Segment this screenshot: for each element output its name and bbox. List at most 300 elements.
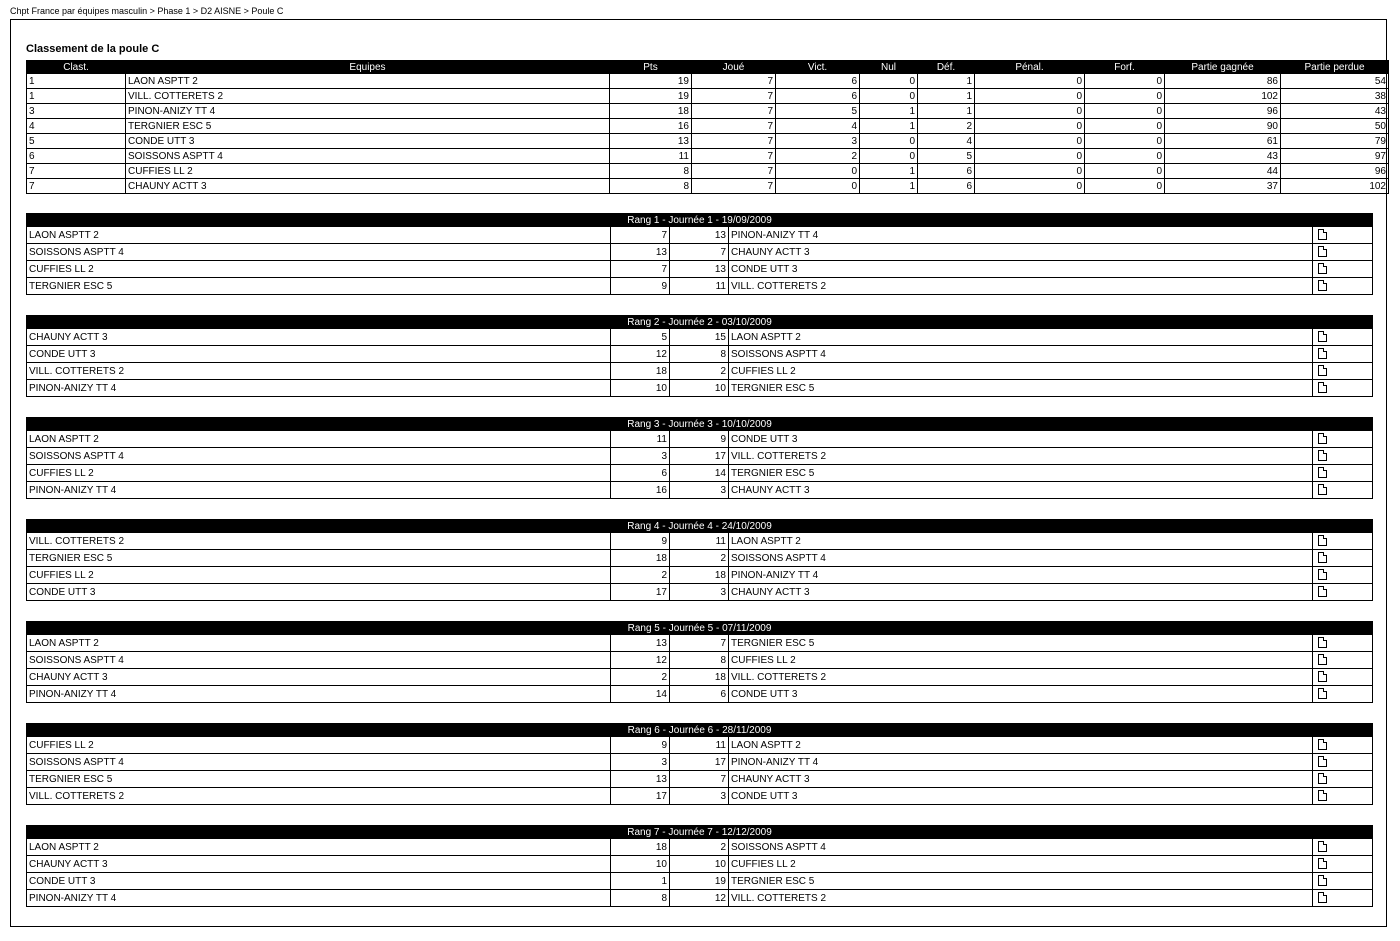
stat-cell: 19: [610, 74, 692, 89]
stat-cell: 3: [776, 134, 860, 149]
away-team[interactable]: CHAUNY ACTT 3: [729, 244, 1313, 261]
standings-row: [27, 164, 1389, 179]
match-sheet-cell[interactable]: [1313, 380, 1373, 397]
stat-cell: 1: [918, 104, 975, 119]
match-sheet-cell[interactable]: [1313, 856, 1373, 873]
away-score: 9: [670, 431, 729, 448]
stat-cell: 0: [975, 134, 1085, 149]
document-icon[interactable]: [1318, 892, 1327, 903]
home-team[interactable]: CUFFIES LL 2: [27, 737, 611, 754]
away-team[interactable]: CONDE UTT 3: [729, 686, 1313, 703]
away-team[interactable]: CONDE UTT 3: [729, 261, 1313, 278]
stat-cell: 0: [1085, 149, 1165, 164]
match-sheet-cell[interactable]: [1313, 567, 1373, 584]
standings-col-header: Equipes: [126, 61, 610, 74]
round-table: [26, 417, 1373, 499]
home-team[interactable]: CONDE UTT 3: [27, 584, 611, 601]
away-team[interactable]: VILL. COTTERETS 2: [729, 890, 1313, 907]
home-score: 10: [611, 856, 670, 873]
away-score: 10: [670, 380, 729, 397]
standings-row: [27, 149, 1389, 164]
stat-cell: 7: [692, 74, 776, 89]
stat-cell: 96: [1281, 164, 1389, 179]
match-sheet-cell[interactable]: [1313, 227, 1373, 244]
stat-cell: 0: [975, 74, 1085, 89]
stat-cell: 16: [610, 119, 692, 134]
away-score: 11: [670, 533, 729, 550]
match-sheet-cell[interactable]: [1313, 584, 1373, 601]
document-icon[interactable]: [1318, 637, 1327, 648]
stat-cell: 13: [610, 134, 692, 149]
match-row: [27, 890, 1373, 907]
team-name[interactable]: CUFFIES LL 2: [126, 164, 610, 179]
match-row: [27, 346, 1373, 363]
stat-cell: 2: [918, 119, 975, 134]
standings-col-header: Déf.: [918, 61, 975, 74]
match-sheet-cell[interactable]: [1313, 652, 1373, 669]
round-header: Rang 5 - Journée 5 - 07/11/2009: [27, 622, 1373, 635]
document-icon[interactable]: [1318, 246, 1327, 257]
match-row: [27, 431, 1373, 448]
stat-cell: 54: [1281, 74, 1389, 89]
stat-cell: 7: [692, 119, 776, 134]
match-row: [27, 244, 1373, 261]
match-row: [27, 737, 1373, 754]
home-score: 5: [611, 329, 670, 346]
round-header: Rang 4 - Journée 4 - 24/10/2009: [27, 520, 1373, 533]
away-score: 8: [670, 652, 729, 669]
document-icon[interactable]: [1318, 756, 1327, 767]
match-row: [27, 839, 1373, 856]
home-team[interactable]: CUFFIES LL 2: [27, 567, 611, 584]
document-icon[interactable]: [1318, 484, 1327, 495]
away-score: 11: [670, 737, 729, 754]
away-score: 19: [670, 873, 729, 890]
stat-cell: 1: [860, 179, 918, 194]
away-team[interactable]: LAON ASPTT 2: [729, 533, 1313, 550]
home-score: 3: [611, 448, 670, 465]
away-score: 7: [670, 635, 729, 652]
home-score: 18: [611, 550, 670, 567]
home-team[interactable]: PINON-ANIZY TT 4: [27, 890, 611, 907]
stat-cell: 102: [1281, 179, 1389, 194]
home-score: 7: [611, 261, 670, 278]
document-icon[interactable]: [1318, 433, 1327, 444]
round-header: Rang 3 - Journée 3 - 10/10/2009: [27, 418, 1373, 431]
home-team[interactable]: CUFFIES LL 2: [27, 465, 611, 482]
home-score: 6: [611, 465, 670, 482]
standings-table: [26, 60, 1389, 194]
home-score: 7: [611, 227, 670, 244]
document-icon[interactable]: [1318, 790, 1327, 801]
stat-cell: 1: [918, 74, 975, 89]
home-team[interactable]: TERGNIER ESC 5: [27, 278, 611, 295]
stat-cell: 61: [1165, 134, 1281, 149]
match-sheet-cell[interactable]: [1313, 363, 1373, 380]
away-team[interactable]: VILL. COTTERETS 2: [729, 448, 1313, 465]
home-team[interactable]: CHAUNY ACTT 3: [27, 329, 611, 346]
home-score: 13: [611, 244, 670, 261]
match-sheet-cell[interactable]: [1313, 788, 1373, 805]
stat-cell: 43: [1281, 104, 1389, 119]
away-team[interactable]: LAON ASPTT 2: [729, 737, 1313, 754]
home-team[interactable]: CONDE UTT 3: [27, 346, 611, 363]
stat-cell: 0: [1085, 179, 1165, 194]
away-team[interactable]: TERGNIER ESC 5: [729, 465, 1313, 482]
stat-cell: 5: [918, 149, 975, 164]
away-team[interactable]: CHAUNY ACTT 3: [729, 482, 1313, 499]
stat-cell: 6: [918, 164, 975, 179]
home-score: 3: [611, 754, 670, 771]
away-score: 2: [670, 363, 729, 380]
match-sheet-cell[interactable]: [1313, 482, 1373, 499]
away-team[interactable]: VILL. COTTERETS 2: [729, 278, 1313, 295]
document-icon[interactable]: [1318, 569, 1327, 580]
home-score: 14: [611, 686, 670, 703]
stat-cell: 1: [860, 119, 918, 134]
match-sheet-cell[interactable]: [1313, 771, 1373, 788]
away-score: 3: [670, 788, 729, 805]
stat-cell: 0: [1085, 104, 1165, 119]
stat-cell: 7: [692, 149, 776, 164]
document-icon[interactable]: [1318, 654, 1327, 665]
match-row: [27, 771, 1373, 788]
document-icon[interactable]: [1318, 382, 1327, 393]
rank-cell: 6: [27, 149, 126, 164]
away-team[interactable]: TERGNIER ESC 5: [729, 380, 1313, 397]
standings-row: [27, 119, 1389, 134]
match-row: [27, 686, 1373, 703]
match-row: [27, 754, 1373, 771]
document-icon[interactable]: [1318, 552, 1327, 563]
match-row: [27, 550, 1373, 567]
match-sheet-cell[interactable]: [1313, 550, 1373, 567]
match-row: [27, 278, 1373, 295]
stat-cell: 2: [776, 149, 860, 164]
home-team[interactable]: VILL. COTTERETS 2: [27, 788, 611, 805]
standings-col-header: Vict.: [776, 61, 860, 74]
home-score: 17: [611, 788, 670, 805]
match-row: [27, 261, 1373, 278]
home-team[interactable]: PINON-ANIZY TT 4: [27, 686, 611, 703]
document-icon[interactable]: [1318, 280, 1327, 291]
document-icon[interactable]: [1318, 450, 1327, 461]
away-team[interactable]: LAON ASPTT 2: [729, 329, 1313, 346]
match-row: [27, 482, 1373, 499]
match-sheet-cell[interactable]: [1313, 669, 1373, 686]
match-sheet-cell[interactable]: [1313, 686, 1373, 703]
stat-cell: 0: [975, 164, 1085, 179]
home-score: 9: [611, 533, 670, 550]
away-score: 13: [670, 227, 729, 244]
home-team[interactable]: PINON-ANIZY TT 4: [27, 482, 611, 499]
team-name[interactable]: PINON-ANIZY TT 4: [126, 104, 610, 119]
team-name[interactable]: CHAUNY ACTT 3: [126, 179, 610, 194]
stat-cell: 102: [1165, 89, 1281, 104]
stat-cell: 0: [776, 164, 860, 179]
away-score: 17: [670, 448, 729, 465]
match-row: [27, 533, 1373, 550]
stat-cell: 90: [1165, 119, 1281, 134]
match-row: [27, 329, 1373, 346]
match-sheet-cell[interactable]: [1313, 754, 1373, 771]
document-icon[interactable]: [1318, 229, 1327, 240]
document-icon[interactable]: [1318, 739, 1327, 750]
breadcrumb[interactable]: Chpt France par équipes masculin > Phase 1 > D2 AISNE > Poule C: [10, 6, 284, 16]
standings-col-header: Clast.: [27, 61, 126, 74]
round-table: [26, 213, 1373, 295]
stat-cell: 6: [918, 179, 975, 194]
standings-col-header: Pénal.: [975, 61, 1085, 74]
standings-row: [27, 89, 1389, 104]
rank-cell: 1: [27, 74, 126, 89]
home-score: 13: [611, 635, 670, 652]
match-sheet-cell[interactable]: [1313, 261, 1373, 278]
match-sheet-cell[interactable]: [1313, 839, 1373, 856]
match-sheet-cell[interactable]: [1313, 329, 1373, 346]
away-score: 18: [670, 567, 729, 584]
away-team[interactable]: CHAUNY ACTT 3: [729, 771, 1313, 788]
home-score: 2: [611, 567, 670, 584]
standings-col-header: Forf.: [1085, 61, 1165, 74]
stat-cell: 7: [692, 179, 776, 194]
round-table: [26, 519, 1373, 601]
round-table: [26, 621, 1373, 703]
standings-row: [27, 134, 1389, 149]
stat-cell: 1: [860, 164, 918, 179]
stat-cell: 11: [610, 149, 692, 164]
rank-cell: 7: [27, 164, 126, 179]
match-sheet-cell[interactable]: [1313, 448, 1373, 465]
away-score: 14: [670, 465, 729, 482]
away-score: 17: [670, 754, 729, 771]
stat-cell: 0: [975, 89, 1085, 104]
stat-cell: 6: [776, 74, 860, 89]
rank-cell: 5: [27, 134, 126, 149]
home-team[interactable]: SOISSONS ASPTT 4: [27, 754, 611, 771]
team-name[interactable]: VILL. COTTERETS 2: [126, 89, 610, 104]
document-icon[interactable]: [1318, 535, 1327, 546]
stat-cell: 0: [975, 104, 1085, 119]
match-sheet-cell[interactable]: [1313, 890, 1373, 907]
home-team[interactable]: LAON ASPTT 2: [27, 635, 611, 652]
stat-cell: 0: [776, 179, 860, 194]
match-row: [27, 363, 1373, 380]
stat-cell: 0: [860, 134, 918, 149]
stat-cell: 96: [1165, 104, 1281, 119]
match-row: [27, 788, 1373, 805]
stat-cell: 7: [692, 164, 776, 179]
match-sheet-cell[interactable]: [1313, 737, 1373, 754]
away-team[interactable]: CUFFIES LL 2: [729, 856, 1313, 873]
document-icon[interactable]: [1318, 841, 1327, 852]
stat-cell: 50: [1281, 119, 1389, 134]
home-score: 2: [611, 669, 670, 686]
match-sheet-cell[interactable]: [1313, 873, 1373, 890]
round-header: Rang 7 - Journée 7 - 12/12/2009: [27, 826, 1373, 839]
team-name[interactable]: LAON ASPTT 2: [126, 74, 610, 89]
home-team[interactable]: VILL. COTTERETS 2: [27, 533, 611, 550]
match-row: [27, 380, 1373, 397]
home-team[interactable]: SOISSONS ASPTT 4: [27, 244, 611, 261]
away-score: 13: [670, 261, 729, 278]
stat-cell: 0: [860, 149, 918, 164]
home-team[interactable]: CHAUNY ACTT 3: [27, 669, 611, 686]
away-team[interactable]: CUFFIES LL 2: [729, 652, 1313, 669]
rank-cell: 1: [27, 89, 126, 104]
home-team[interactable]: LAON ASPTT 2: [27, 431, 611, 448]
document-icon[interactable]: [1318, 365, 1327, 376]
away-score: 2: [670, 550, 729, 567]
home-score: 18: [611, 839, 670, 856]
away-team[interactable]: SOISSONS ASPTT 4: [729, 839, 1313, 856]
match-row: [27, 567, 1373, 584]
document-icon[interactable]: [1318, 858, 1327, 869]
standings-col-header: Partie gagnée: [1165, 61, 1281, 74]
round-table: [26, 825, 1373, 907]
stat-cell: 7: [692, 134, 776, 149]
rank-cell: 4: [27, 119, 126, 134]
match-sheet-cell[interactable]: [1313, 346, 1373, 363]
match-sheet-cell[interactable]: [1313, 533, 1373, 550]
away-score: 7: [670, 771, 729, 788]
standings-col-header: Joué: [692, 61, 776, 74]
rank-cell: 3: [27, 104, 126, 119]
document-icon[interactable]: [1318, 773, 1327, 784]
stat-cell: 0: [1085, 89, 1165, 104]
home-team[interactable]: SOISSONS ASPTT 4: [27, 652, 611, 669]
stat-cell: 4: [776, 119, 860, 134]
home-score: 12: [611, 346, 670, 363]
home-score: 8: [611, 890, 670, 907]
away-team[interactable]: SOISSONS ASPTT 4: [729, 346, 1313, 363]
stat-cell: 7: [692, 89, 776, 104]
home-score: 9: [611, 278, 670, 295]
round-table: [26, 723, 1373, 805]
away-team[interactable]: TERGNIER ESC 5: [729, 635, 1313, 652]
stat-cell: 5: [776, 104, 860, 119]
match-sheet-cell[interactable]: [1313, 244, 1373, 261]
home-score: 17: [611, 584, 670, 601]
match-sheet-cell[interactable]: [1313, 431, 1373, 448]
match-row: [27, 652, 1373, 669]
standings-row: [27, 179, 1389, 194]
away-team[interactable]: TERGNIER ESC 5: [729, 873, 1313, 890]
away-score: 8: [670, 346, 729, 363]
stat-cell: 86: [1165, 74, 1281, 89]
home-score: 9: [611, 737, 670, 754]
home-team[interactable]: LAON ASPTT 2: [27, 227, 611, 244]
match-row: [27, 669, 1373, 686]
home-team[interactable]: PINON-ANIZY TT 4: [27, 380, 611, 397]
home-score: 18: [611, 363, 670, 380]
standings-row: [27, 104, 1389, 119]
away-score: 11: [670, 278, 729, 295]
stat-cell: 8: [610, 164, 692, 179]
stat-cell: 97: [1281, 149, 1389, 164]
home-score: 12: [611, 652, 670, 669]
stat-cell: 0: [1085, 74, 1165, 89]
home-team[interactable]: CUFFIES LL 2: [27, 261, 611, 278]
match-sheet-cell[interactable]: [1313, 635, 1373, 652]
document-icon[interactable]: [1318, 586, 1327, 597]
document-icon[interactable]: [1318, 671, 1327, 682]
home-team[interactable]: TERGNIER ESC 5: [27, 771, 611, 788]
home-score: 11: [611, 431, 670, 448]
stat-cell: 44: [1165, 164, 1281, 179]
match-row: [27, 227, 1373, 244]
stat-cell: 0: [975, 119, 1085, 134]
stat-cell: 0: [1085, 119, 1165, 134]
stat-cell: 79: [1281, 134, 1389, 149]
away-score: 3: [670, 584, 729, 601]
stat-cell: 6: [776, 89, 860, 104]
team-name[interactable]: SOISSONS ASPTT 4: [126, 149, 610, 164]
away-team[interactable]: CUFFIES LL 2: [729, 363, 1313, 380]
round-table: [26, 315, 1373, 397]
stat-cell: 0: [1085, 164, 1165, 179]
away-team[interactable]: PINON-ANIZY TT 4: [729, 567, 1313, 584]
away-score: 2: [670, 839, 729, 856]
document-icon[interactable]: [1318, 875, 1327, 886]
stat-cell: 7: [692, 104, 776, 119]
home-team[interactable]: TERGNIER ESC 5: [27, 550, 611, 567]
stat-cell: 1: [918, 89, 975, 104]
away-team[interactable]: SOISSONS ASPTT 4: [729, 550, 1313, 567]
away-score: 10: [670, 856, 729, 873]
document-icon[interactable]: [1318, 688, 1327, 699]
round-header: Rang 1 - Journée 1 - 19/09/2009: [27, 214, 1373, 227]
home-team[interactable]: SOISSONS ASPTT 4: [27, 448, 611, 465]
stat-cell: 0: [860, 74, 918, 89]
document-icon[interactable]: [1318, 467, 1327, 478]
home-team[interactable]: VILL. COTTERETS 2: [27, 363, 611, 380]
home-score: 13: [611, 771, 670, 788]
match-row: [27, 856, 1373, 873]
round-header: Rang 6 - Journée 6 - 28/11/2009: [27, 724, 1373, 737]
stat-cell: 8: [610, 179, 692, 194]
standings-header-row: [27, 61, 1389, 74]
stat-cell: 4: [918, 134, 975, 149]
stat-cell: 38: [1281, 89, 1389, 104]
away-score: 12: [670, 890, 729, 907]
team-name[interactable]: TERGNIER ESC 5: [126, 119, 610, 134]
document-icon[interactable]: [1318, 263, 1327, 274]
stat-cell: 0: [975, 179, 1085, 194]
away-team[interactable]: CONDE UTT 3: [729, 788, 1313, 805]
home-team[interactable]: LAON ASPTT 2: [27, 839, 611, 856]
standings-row: [27, 74, 1389, 89]
stat-cell: 19: [610, 89, 692, 104]
team-name[interactable]: CONDE UTT 3: [126, 134, 610, 149]
home-team[interactable]: CONDE UTT 3: [27, 873, 611, 890]
match-sheet-cell[interactable]: [1313, 465, 1373, 482]
document-icon[interactable]: [1318, 331, 1327, 342]
away-team[interactable]: VILL. COTTERETS 2: [729, 669, 1313, 686]
standings-col-header: Partie perdue: [1281, 61, 1389, 74]
stat-cell: 43: [1165, 149, 1281, 164]
away-team[interactable]: CONDE UTT 3: [729, 431, 1313, 448]
stat-cell: 18: [610, 104, 692, 119]
stat-cell: 0: [975, 149, 1085, 164]
away-team[interactable]: PINON-ANIZY TT 4: [729, 754, 1313, 771]
away-team[interactable]: CHAUNY ACTT 3: [729, 584, 1313, 601]
match-row: [27, 635, 1373, 652]
document-icon[interactable]: [1318, 348, 1327, 359]
match-sheet-cell[interactable]: [1313, 278, 1373, 295]
away-team[interactable]: PINON-ANIZY TT 4: [729, 227, 1313, 244]
home-team[interactable]: CHAUNY ACTT 3: [27, 856, 611, 873]
